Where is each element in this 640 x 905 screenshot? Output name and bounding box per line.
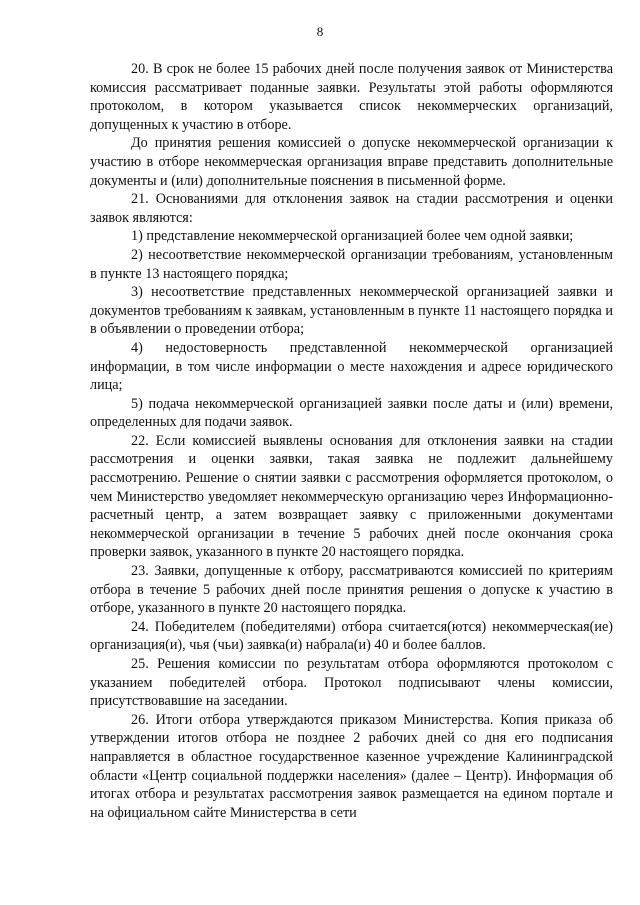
list-item-21-4: 4) недостоверность представленной некоммерческой организацией информации, в том числе информации о месте нахождения и адресе юридического лица; — [90, 339, 613, 394]
list-item-21-1: 1) представление некоммерческой организацией более чем одной заявки; — [131, 228, 574, 245]
paragraph-22: 22. Если комиссией выявлены основания для отклонения заявки на стадии рассмотрения и оценки заявки, такая заявка не подлежит дальнейшему рассмотрению. Решение о снятии заявки с рассмотрения оформляется протоколом, о чем Министерство уведомляет некоммерческую организацию через Информационно-расчетный центр, а затем возвращает заявку с приложенными документами некоммерческой организации в течение 5 рабочих дней после окончания срока проверки заявок, указанного в пункте 20 настоящего порядка. — [90, 432, 613, 561]
document-body — [90, 60, 613, 822]
paragraph-20-note: До принятия решения комиссией о допуске некоммерческой организации к участию в отборе некоммерческая организация вправе представить дополнительные документы и (или) дополнительные пояснения в письменной форме. — [90, 135, 613, 189]
paragraph-24: 24. Победителем (победителями) отбора считается(ются) некоммерческая(ие) организация(и), чья (чьи) заявка(и) набрала(и) 40 и более баллов. — [90, 618, 613, 654]
paragraph-25: 25. Решения комиссии по результатам отбора оформляются протоколом с указанием победителей отбора. Протокол подписывают члены комиссии, присутствовавшие на заседании. — [90, 656, 613, 710]
page-number: 8 — [316, 24, 324, 39]
paragraph-20: 20. В срок не более 15 рабочих дней после получения заявок от Министерства комиссия рассматривает поданные заявки. Результаты этой работы оформляются протоколом, в котором указывается список некоммерческих организаций, допущенных к участию в отборе. — [90, 61, 613, 133]
list-item-21-5: 5) подача некоммерческой организацией заявки после даты и (или) времени, определенных для подачи заявок. — [90, 395, 613, 431]
paragraph-26: 26. Итоги отбора утверждаются приказом Министерства. Копия приказа об утверждении итогов отбора не позднее 2 рабочих дней со дня его подписания направляется в областное государственное казенное учреждение Калининградской области «Центр социальной поддержки населения» (далее – Центр). Информация об итогах отбора и результатах рассмотрения заявок размещается на едином портале и на официальном сайте Министерства в сети — [90, 711, 613, 821]
paragraph-21: 21. Основаниями для отклонения заявок на стадии рассмотрения и оценки заявок являются: — [90, 191, 613, 226]
list-item-21-2: 2) несоответствие некоммерческой организации требованиям, установленным в пункте 13 настоящего порядка; — [90, 246, 613, 282]
list-item-21-3: 3) несоответствие представленных некоммерческой организацией заявки и документов требованиям к заявкам, установленным в пункте 11 настоящего порядка и в объявлении о проведении отбора; — [90, 284, 613, 338]
paragraph-23: 23. Заявки, допущенные к отбору, рассматриваются комиссией по критериям отбора в течение 5 рабочих дней после принятия решения о допуске к участию в отборе, указанного в пункте 20 настоящего порядка. — [90, 563, 613, 617]
